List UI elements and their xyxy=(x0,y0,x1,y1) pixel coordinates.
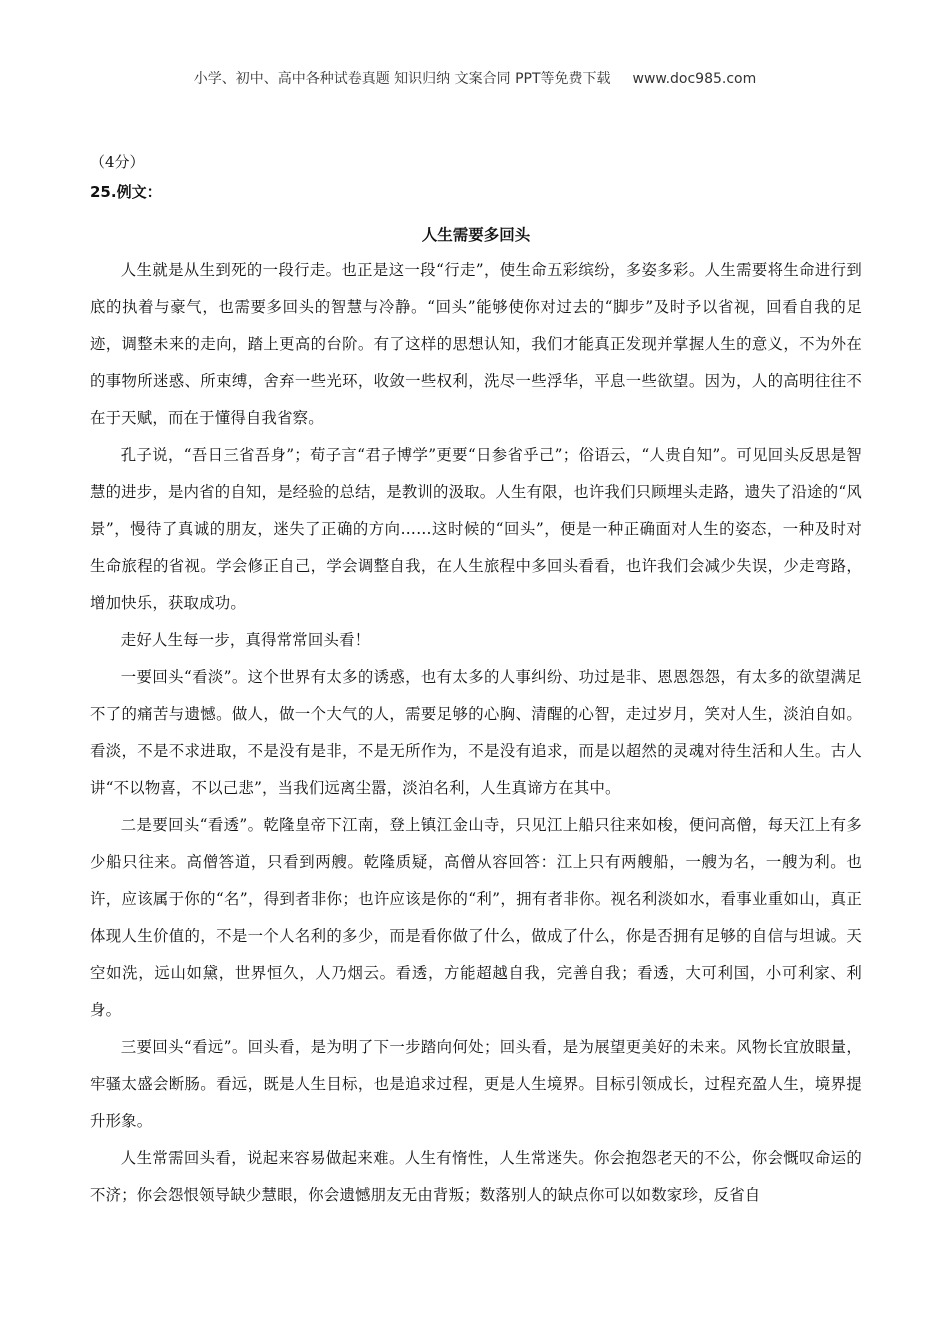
essay-paragraph: 三要回头“看远”。回头看，是为明了下一步踏向何处；回头看，是为展望更美好的未来。风物长宜放眼量，牢骚太盛会断肠。看远，既是人生目标，也是追求过程，更是人生境界。目标引领成长，过程充盈人生，境界提升形象。 xyxy=(90,1038,862,1130)
essay-paragraph: 一要回头“看淡”。这个世界有太多的诱惑，也有太多的人事纠纷、功过是非、恩恩怨怨，有太多的欲望满足不了的痛苦与遗憾。做人，做一个大气的人，需要足够的心胸、清醒的心智，走过岁月，笑对人生，淡泊自如。看淡，不是不求进取，不是没有是非，不是无所作为，不是没有追求，而是以超然的灵魂对待生活和人生。古人讲“不以物喜，不以己悲”，当我们远离尘嚣，淡泊名利，人生真谛方在其中。 xyxy=(90,668,862,797)
question-label: 25.例文： xyxy=(90,183,162,201)
page-header xyxy=(0,68,950,88)
essay-paragraph: 走好人生每一步，真得常常回头看！ xyxy=(120,631,371,649)
document-body xyxy=(90,150,862,1214)
essay-title: 人生需要多回头 xyxy=(421,226,531,244)
essay-paragraph: 人生就是从生到死的一段行走。也正是这一段“行走”，使生命五彩缤纷，多姿多彩。人生需要将生命进行到底的执着与豪气，也需要多回头的智慧与冷静。“回头”能够使你对过去的“脚步”及时予以省视，回看自我的足迹，调整未来的走向，踏上更高的台阶。有了这样的思想认知，我们才能真正发现并掌握人生的意义，不为外在的事物所迷惑、所束缚，舍弃一些光环，收敛一些权利，洗尽一些浮华，平息一些欲望。因为，人的高明往往不在于天赋，而在于懂得自我省察。 xyxy=(90,261,862,427)
essay-paragraph: 孔子说，“吾日三省吾身”；荀子言“君子博学”更要“日参省乎己”；俗语云，“人贵自知”。可见回头反思是智慧的进步，是内省的自知，是经验的总结，是教训的汲取。人生有限，也许我们只顾埋头走路，遗失了沿途的“风景”，慢待了真诚的朋友，迷失了正确的方向……这时候的“回头”，便是一种正确面对人生的姿态，一种及时对生命旅程的省视。学会修正自己，学会调整自我，在人生旅程中多回头看看，也许我们会减少失误，少走弯路，增加快乐，获取成功。 xyxy=(90,446,863,612)
essay-paragraph: 人生常需回头看，说起来容易做起来难。人生有惰性，人生常迷失。你会抱怨老天的不公，你会慨叹命运的不济；你会怨恨领导缺少慧眼，你会遗憾朋友无由背叛；数落别人的缺点你可以如数家珍，反省自 xyxy=(90,1149,862,1204)
header-text: 小学、初中、高中各种试卷真题 知识归纳 文案合同 PPT等免费下载 xyxy=(193,71,611,87)
score-note: （4分） xyxy=(90,153,145,171)
essay-paragraph: 二是要回头“看透”。乾隆皇帝下江南，登上镇江金山寺，只见江上船只往来如梭，便问高僧，每天江上有多少船只往来。高僧答道，只看到两艘。乾隆质疑，高僧从容回答：江上只有两艘船，一艘为名，一艘为利。也许，应该属于你的“名”，得到者非你；也许应该是你的“利”，拥有者非你。视名利淡如水，看事业重如山，真正体现人生价值的，不是一个人名利的多少，而是看你做了什么，做成了什么，你是否拥有足够的自信与坦诚。天空如洗，远山如黛，世界恒久，人乃烟云。看透，方能超越自我，完善自我；看透，大可利国，小可利家、利身。 xyxy=(90,816,862,1019)
header-site: www.doc985.com xyxy=(632,71,757,87)
